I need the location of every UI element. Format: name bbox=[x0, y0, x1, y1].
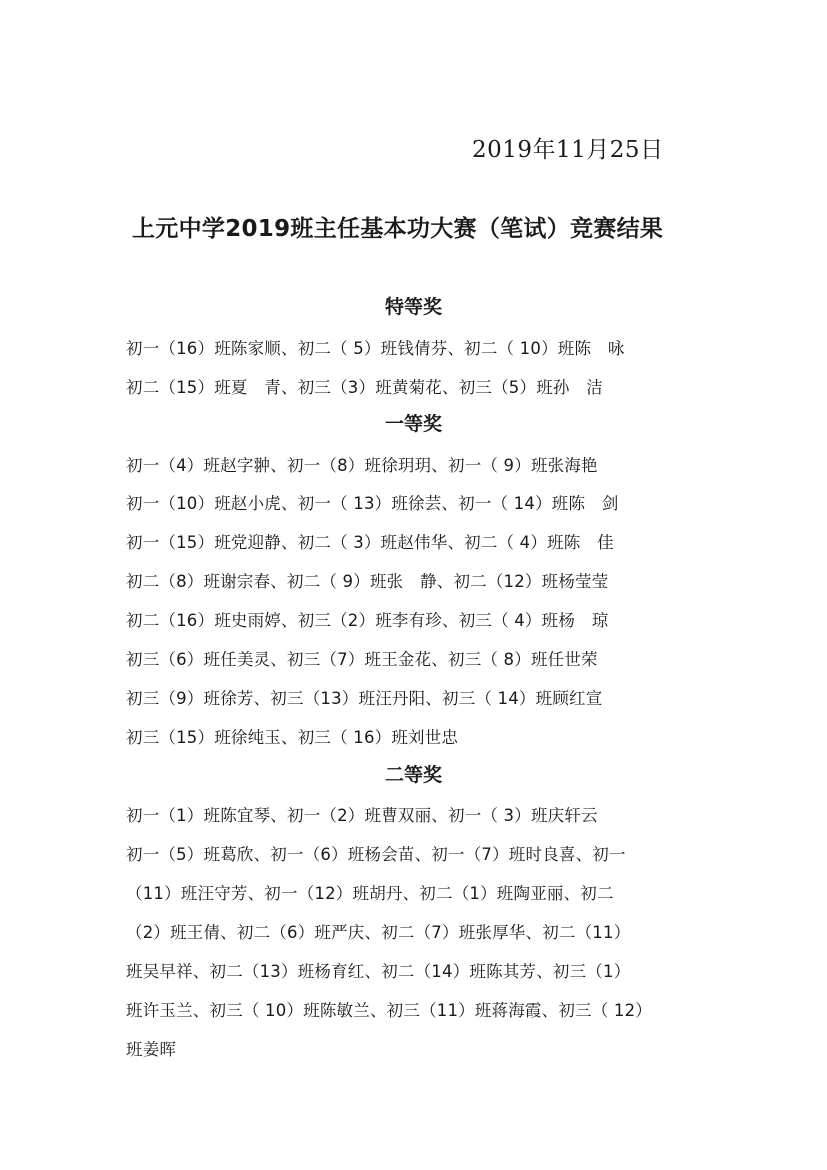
award-line: （2）班王倩、初二（6）班严庆、初二（7）班张厚华、初二（11） bbox=[126, 923, 631, 942]
award-line: 班许玉兰、初三（ 10）班陈敏兰、初三（11）班蒋海霞、初三（ 12） bbox=[126, 1001, 652, 1020]
award-line: 初一（1）班陈宜琴、初一（2）班曹双丽、初一（ 3）班庆轩云 bbox=[126, 806, 598, 825]
award-line: 初一（5）班葛欣、初一（6）班杨会苗、初一（7）班时良喜、初一 bbox=[126, 845, 626, 864]
award-line: 初三（6）班任美灵、初三（7）班王金花、初三（ 8）班任世荣 bbox=[126, 650, 598, 669]
award-line: （11）班汪守芳、初一（12）班胡丹、初二（1）班陶亚丽、初二 bbox=[126, 884, 614, 903]
award-line: 初二（16）班史雨婷、初三（2）班李有珍、初三（ 4）班杨 琼 bbox=[126, 611, 609, 630]
award-line: 初三（15）班徐纯玉、初三（ 16）班刘世忠 bbox=[126, 728, 459, 747]
award-line: 初二（8）班谢宗春、初二（ 9）班张 静、初二（12）班杨莹莹 bbox=[126, 572, 609, 591]
award-line: 初一（16）班陈家顺、初二（ 5）班钱倩芬、初二（ 10）班陈 咏 bbox=[126, 339, 625, 358]
award-heading-second: 二等奖 bbox=[384, 764, 442, 786]
award-line: 班姜晖 bbox=[126, 1040, 177, 1059]
award-line: 班吴早祥、初二（13）班杨育红、初二（14）班陈其芳、初三（1） bbox=[126, 962, 631, 981]
award-heading-first: 一等奖 bbox=[384, 413, 442, 435]
award-line: 初一（15）班党迎静、初二（ 3）班赵伟华、初二（ 4）班陈 佳 bbox=[126, 533, 614, 552]
document-title: 上元中学2019班主任基本功大赛（笔试）竞赛结果 bbox=[132, 216, 664, 242]
award-line: 初二（15）班夏 青、初三（3）班黄菊花、初三（5）班孙 洁 bbox=[126, 378, 603, 397]
award-line: 初一（10）班赵小虎、初一（ 13）班徐芸、初一（ 14）班陈 剑 bbox=[126, 494, 619, 513]
document-date: 2019年11月25日 bbox=[472, 137, 664, 163]
award-heading-special: 特等奖 bbox=[384, 296, 442, 318]
award-line: 初一（4）班赵字翀、初一（8）班徐玥玥、初一（ 9）班张海艳 bbox=[126, 456, 598, 475]
award-line: 初三（9）班徐芳、初三（13）班汪丹阳、初三（ 14）班顾红宣 bbox=[126, 689, 603, 708]
